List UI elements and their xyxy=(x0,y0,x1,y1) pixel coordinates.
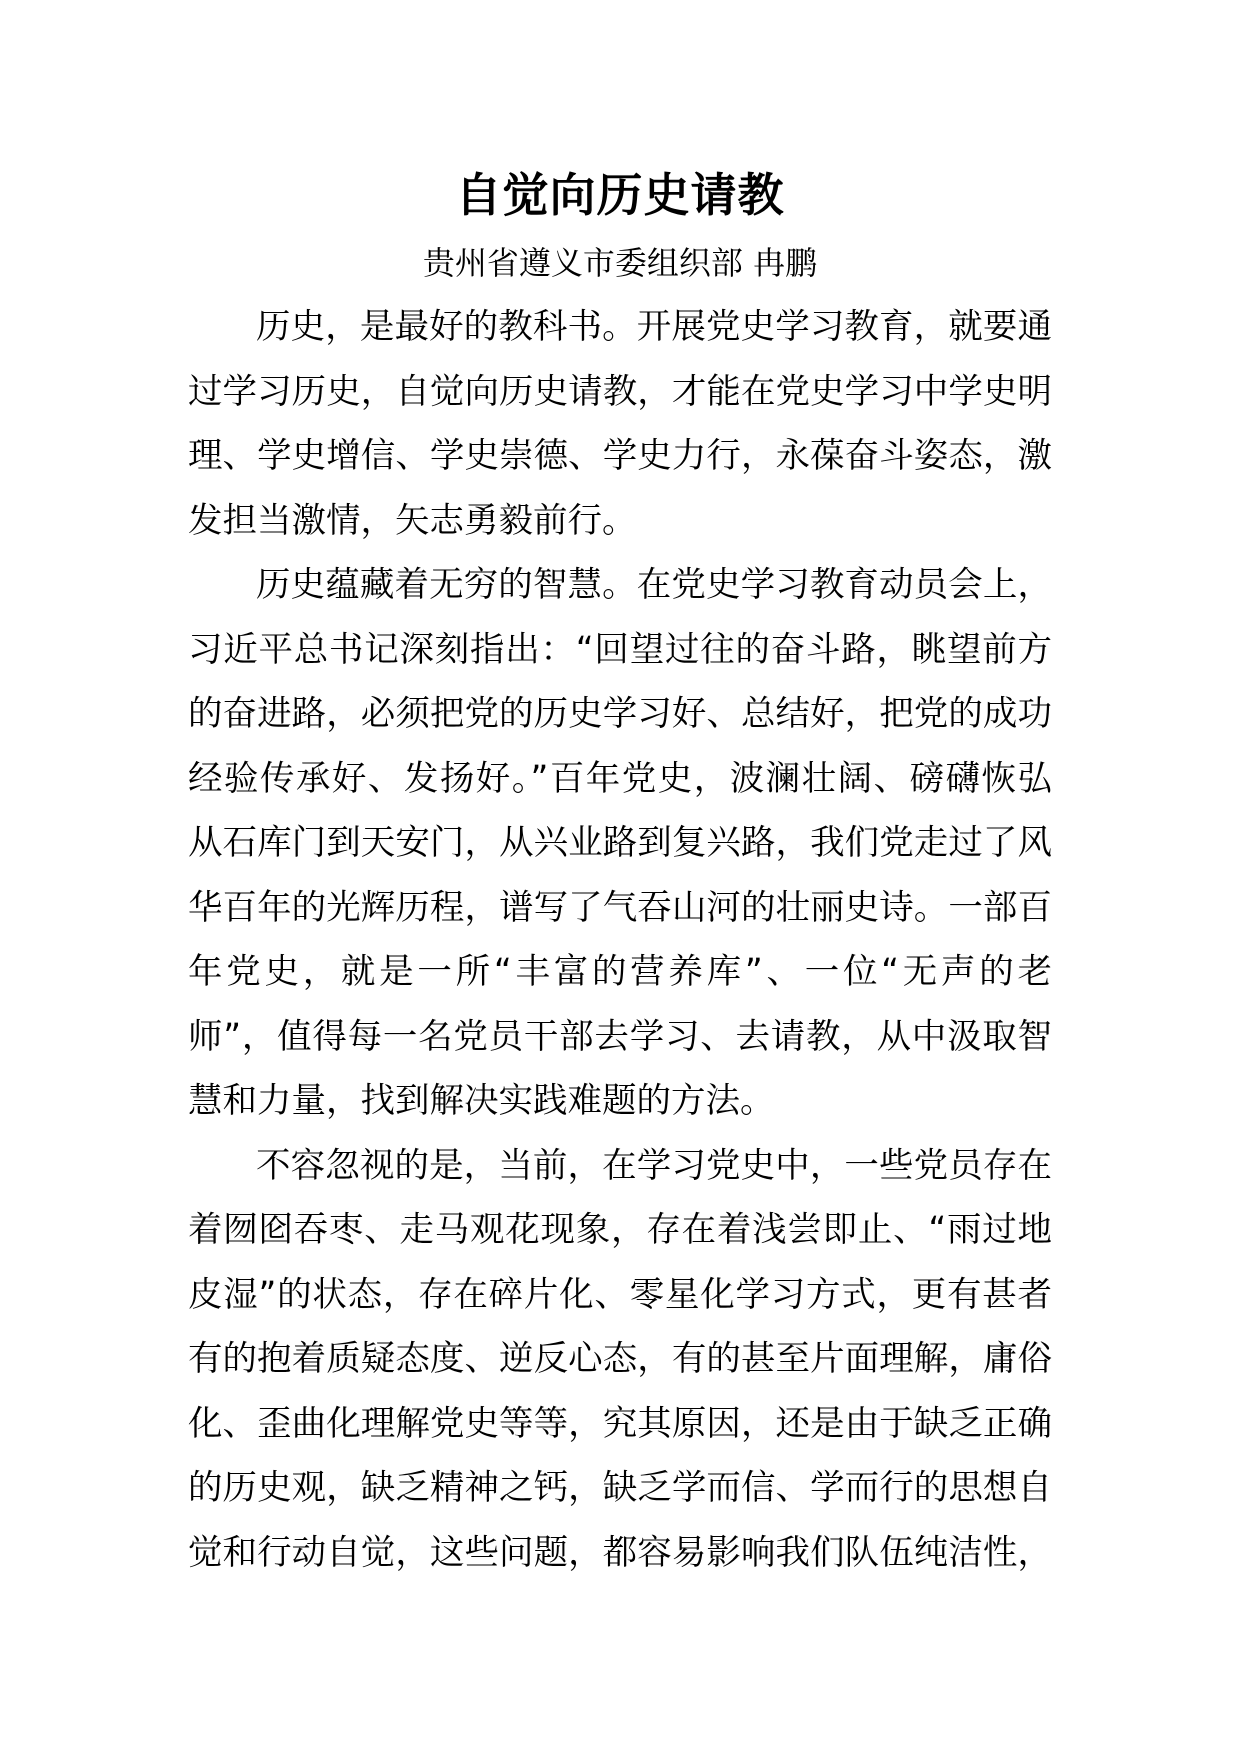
paragraph-line: 的奋进路，必须把党的历史学习好、总结好，把党的成功 xyxy=(188,694,1052,734)
paragraph-line: 华百年的光辉历程，谱写了气吞山河的壮丽史诗。一部百 xyxy=(188,887,1052,928)
paragraph-line: 慧和力量，找到解决实践难题的方法。 xyxy=(188,1081,775,1121)
paragraph-line: 过学习历史，自觉向历史请教，才能在党史学习中学史明 xyxy=(188,371,1052,412)
paragraph-line: 从石库门到天安门，从兴业路到复兴路，我们党走过了风 xyxy=(188,823,1052,863)
paragraph-line: 有的抱着质疑态度、逆反心态，有的甚至片面理解，庸俗 xyxy=(188,1339,1052,1379)
paragraph-line: 师”，值得每一名党员干部去学习、去请教，从中汲取智 xyxy=(188,1016,1052,1057)
paragraph-line: 年党史，就是一所“丰富的营养库”、一位“无声的老 xyxy=(188,952,1052,992)
paragraph-line: 的历史观，缺乏精神之钙，缺乏学而信、学而行的思想自 xyxy=(188,1468,1052,1508)
paragraph-line: 皮湿”的状态，存在碎片化、零星化学习方式，更有甚者 xyxy=(188,1274,1052,1315)
paragraph-line: 历史蕴藏着无穷的智慧。在党史学习教育动员会上， xyxy=(256,565,1052,605)
paragraph-line: 化、歪曲化理解党史等等，究其原因，还是由于缺乏正确 xyxy=(188,1403,1052,1444)
paragraph-line: 着囫囵吞枣、走马观花现象，存在着浅尝即止、“雨过地 xyxy=(188,1210,1052,1250)
document-body xyxy=(188,295,1052,1585)
paragraph-line: 不容忽视的是，当前，在学习党史中，一些党员存在 xyxy=(256,1145,1052,1186)
paragraph-line: 理、学史增信、学史崇德、学史力行，永葆奋斗姿态，激 xyxy=(188,436,1052,476)
paragraph-line: 发担当激情，矢志勇毅前行。 xyxy=(188,500,637,541)
paragraph-line: 觉和行动自觉，这些问题，都容易影响我们队伍纯洁性， xyxy=(188,1532,1052,1573)
paragraph-line: 经验传承好、发扬好。”百年党史，波澜壮阔、磅礴恢弘 xyxy=(188,758,1052,799)
paragraph-line: 习近平总书记深刻指出：“回望过往的奋斗路，眺望前方 xyxy=(188,629,1052,670)
paragraph-line: 历史，是最好的教科书。开展党史学习教育，就要通 xyxy=(256,307,1052,347)
document-title: 自觉向历史请教 xyxy=(455,168,785,222)
document-byline: 贵州省遵义市委组织部 冉鹏 xyxy=(422,244,818,282)
